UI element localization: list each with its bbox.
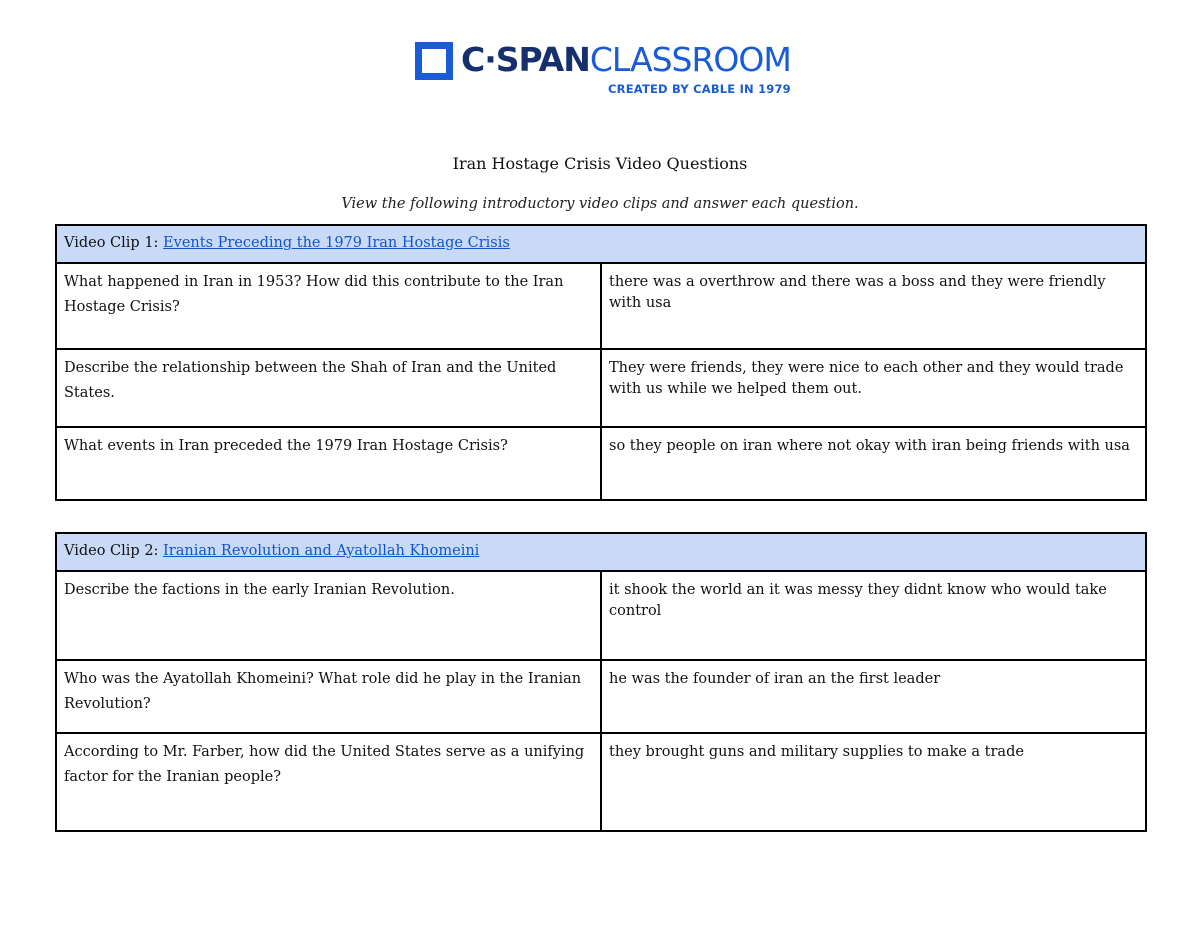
video-clip-2-header-row bbox=[56, 533, 1146, 571]
question-cell: Who was the Ayatollah Khomeini? What role did he play in the Iranian Revolution? bbox=[56, 660, 601, 733]
logo-square-icon bbox=[415, 42, 453, 80]
video-clip-2-link[interactable]: Iranian Revolution and Ayatollah Khomeini bbox=[163, 543, 480, 559]
video-clip-1-header bbox=[56, 225, 1146, 263]
table-row bbox=[56, 263, 1146, 349]
video-clip-1-link[interactable]: Events Preceding the 1979 Iran Hostage Crisis bbox=[163, 235, 510, 251]
cspan-classroom-logo bbox=[415, 42, 795, 98]
logo-wordmark bbox=[461, 39, 791, 81]
video-clip-2-label: Video Clip 2: bbox=[64, 543, 159, 559]
question-cell: According to Mr. Farber, how did the United States serve as a unifying factor for the Iranian people? bbox=[56, 733, 601, 831]
answer-cell[interactable]: he was the founder of iran an the first leader bbox=[601, 660, 1146, 733]
video-clip-1-label: Video Clip 1: bbox=[64, 235, 159, 251]
table-row bbox=[56, 349, 1146, 427]
video-clip-2-header bbox=[56, 533, 1146, 571]
table-row bbox=[56, 660, 1146, 733]
answer-cell[interactable]: they brought guns and military supplies to make a trade bbox=[601, 733, 1146, 831]
question-cell: What happened in Iran in 1953? How did this contribute to the Iran Hostage Crisis? bbox=[56, 263, 601, 349]
document-title: Iran Hostage Crisis Video Questions bbox=[452, 154, 748, 173]
logo-brand-light: CLASSROOM bbox=[589, 40, 791, 79]
table-row bbox=[56, 733, 1146, 831]
logo-brand-bold: C·SPAN bbox=[461, 40, 590, 79]
answer-cell[interactable]: so they people on iran where not okay with iran being friends with usa bbox=[601, 427, 1146, 500]
document-instructions: View the following introductory video clips and answer each question. bbox=[341, 196, 859, 212]
answer-cell[interactable]: it shook the world an it was messy they didnt know who would take control bbox=[601, 571, 1146, 660]
question-cell: Describe the factions in the early Iranian Revolution. bbox=[56, 571, 601, 660]
video-clip-1-header-row bbox=[56, 225, 1146, 263]
video-clip-1-table bbox=[55, 224, 1147, 501]
video-clip-2-table bbox=[55, 532, 1147, 832]
answer-cell[interactable]: there was a overthrow and there was a boss and they were friendly with usa bbox=[601, 263, 1146, 349]
table-row bbox=[56, 427, 1146, 500]
table-row bbox=[56, 571, 1146, 660]
question-cell: What events in Iran preceded the 1979 Iran Hostage Crisis? bbox=[56, 427, 601, 500]
answer-cell[interactable]: They were friends, they were nice to each other and they would trade with us while we helped them out. bbox=[601, 349, 1146, 427]
question-cell: Describe the relationship between the Shah of Iran and the United States. bbox=[56, 349, 601, 427]
logo-tagline: CREATED BY CABLE IN 1979 bbox=[608, 82, 791, 96]
